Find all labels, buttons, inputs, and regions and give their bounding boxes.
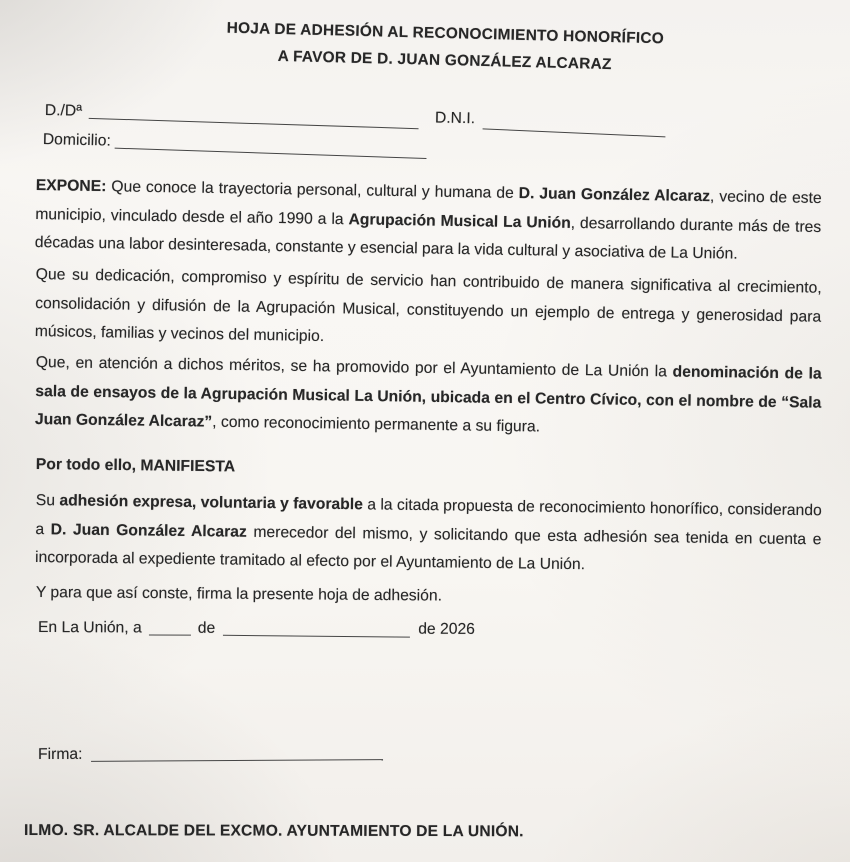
address-field-label: Domicilio: [42,131,111,150]
document-title [79,11,810,83]
dni-blank-line [483,115,666,137]
date-line-year: de 2026 [418,620,475,638]
name-blank-line [89,105,419,129]
paragraph-promocion: Que, en atención a dichos méritos, se ha promovido por el Ayuntamiento de La Unión la denominación de la sala de ensayos de la Agrupación Musical La Unión, ubicada en el Centro Cívico, con el nombre de “Sala Juan González Alcaraz”, como reconocimiento permanente a su figura. [34,353,822,436]
date-line-connector: de [197,619,216,637]
paragraph-adhesion: Su adhesión expresa, voluntaria y favorable a la citada propuesta de reconocimiento honorífico, considerando a D. Juan González Alcaraz merecedor del mismo, y solicitando que esta adhesión sea tenida en cuenta e incorporada al expediente tramitado al efecto por el Ayuntamiento de La Unión. [34,491,822,574]
document-title-line1: HOJA DE ADHESIÓN AL RECONOCIMIENTO HONORÍFICO [226,19,665,48]
paragraph-manifiesta: Por todo ello, MANIFIESTA [35,455,236,476]
date-line [38,619,475,639]
footer-addressee: ILMO. SR. ALCALDE DEL EXCMO. AYUNTAMIENTO DE LA UNIÓN. [23,821,524,841]
name-dni-row [45,102,667,132]
date-line-prefix: En La Unión, a [37,619,142,637]
month-blank-line [223,622,410,638]
day-blank-line [149,621,191,635]
name-field-label: D./Dª [44,102,83,120]
signature-blank-line [91,746,383,762]
paragraph-expone: EXPONE: Que conoce la trayectoria personal, cultural y humana de D. Juan González Alcaraz, vecino de este municipio, vinculado desde el año 1990 a la Agrupación Musical La Unión, desarrollando durante más de tres décadas una labor desinteresada, constante y esencial para la vida cultural y asociativa de La Unión. [34,176,822,263]
paragraph-conste: Y para que así conste, firma la presente hoja de adhesión. [35,583,443,605]
dni-field-label: D.N.I. [434,109,476,128]
document-title-line2: A FAVOR DE D. JUAN GONZÁLEZ ALCARAZ [277,47,612,74]
signature-label: Firma: [38,745,83,763]
paragraph-dedicacion: Que su dedicación, compromiso y espíritu de servicio han contribuido de manera significativa al crecimiento, consolidación y difusión de la Agrupación Musical, constituyendo un ejemplo de entrega y generosidad para músicos, familias y vecinos del municipio. [34,265,822,346]
address-row [43,131,427,158]
signature-row [38,745,383,764]
address-blank-line [115,135,427,159]
